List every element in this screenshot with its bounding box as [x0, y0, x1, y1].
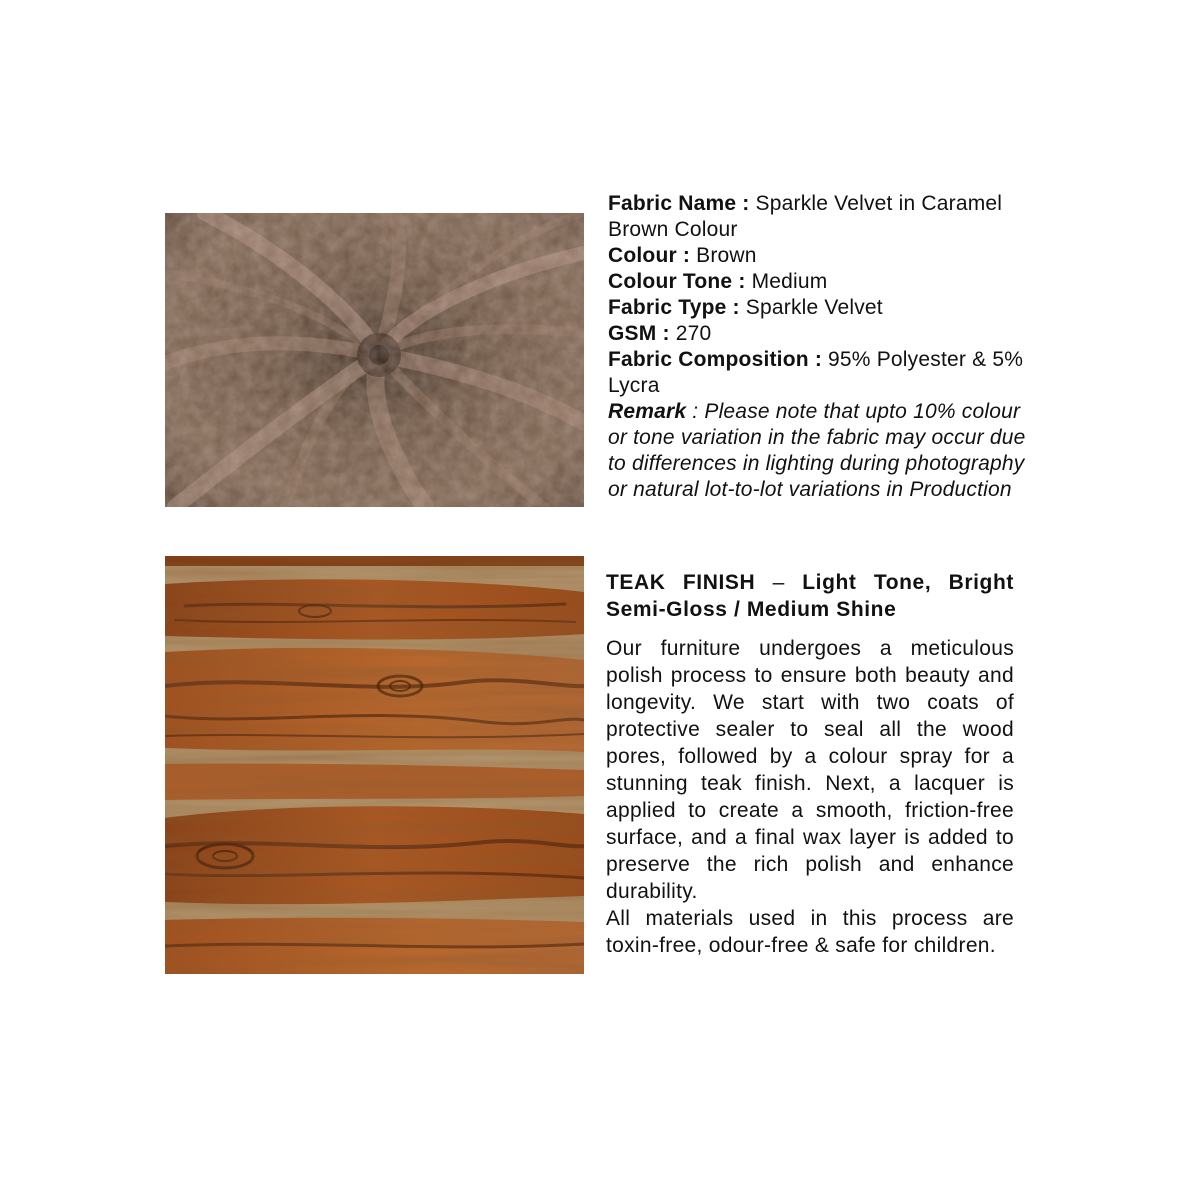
finish-heading: TEAK FINISH – Light Tone, Bright Semi-Gloss / Medium Shine: [606, 571, 1015, 621]
teak-finish-description: [606, 569, 1014, 959]
fabric-composition-label: Fabric Composition: [608, 348, 809, 371]
fabric-specifications: [608, 191, 1038, 503]
gsm-label: GSM: [608, 322, 657, 345]
fabric-type-label: Fabric Type: [608, 296, 727, 319]
finish-heading-name: TEAK FINISH: [606, 571, 756, 594]
fabric-type-value: Sparkle Velvet: [745, 296, 883, 319]
finish-heading-detail: Light Tone, Bright Semi-Gloss / Medium Shine: [606, 571, 1015, 621]
fabric-composition-value: 95% Polyester & 5% Lycra: [608, 348, 1024, 397]
velvet-swirl-icon: [165, 213, 584, 507]
fabric-composition-row: Fabric Composition : 95% Polyester & 5% Lycra: [608, 348, 1024, 397]
fabric-name-value: Sparkle Velvet in Caramel Brown Colour: [608, 192, 1003, 241]
velvet-fabric-image: [165, 213, 584, 507]
fabric-name-row: Fabric Name : Sparkle Velvet in Caramel Brown Colour: [608, 192, 1003, 241]
finish-process-paragraph: Our furniture undergoes a meticulous polish process to ensure both beauty and longevity. We start with two coats of protective sealer to seal all the wood pores, followed by a colour spray for a stunning teak finish. Next, a lacquer is applied to create a smooth, friction-free surface, and a final wax layer is added to preserve the rich polish and enhance durability.: [606, 637, 1014, 903]
remark-label: Remark: [608, 400, 687, 423]
colour-tone-row: Colour Tone : Medium: [608, 270, 828, 293]
colour-label: Colour: [608, 244, 677, 267]
colour-tone-value: Medium: [751, 270, 828, 293]
remark-value: Please note that upto 10% colour or tone variation in the fabric may occur due to differences in lighting during photography or natural lot-to-lot variations in Production: [608, 400, 1026, 501]
finish-safety-paragraph: All materials used in this process are toxin-free, odour-free & safe for children.: [606, 907, 1014, 957]
gsm-row: GSM : 270: [608, 322, 712, 345]
colour-value: Brown: [696, 244, 757, 267]
teak-wood-grain-icon: [165, 556, 584, 974]
colour-row: Colour : Brown: [608, 244, 757, 267]
colour-tone-label: Colour Tone: [608, 270, 733, 293]
teak-wood-image: [165, 556, 584, 974]
fabric-name-label: Fabric Name: [608, 192, 737, 215]
gsm-value: 270: [675, 322, 712, 345]
fabric-type-row: Fabric Type : Sparkle Velvet: [608, 296, 883, 319]
remark-row: Remark : Please note that upto 10% colour or tone variation in the fabric may occur due to differences in lighting during photography or natural lot-to-lot variations in Production: [608, 400, 1026, 501]
